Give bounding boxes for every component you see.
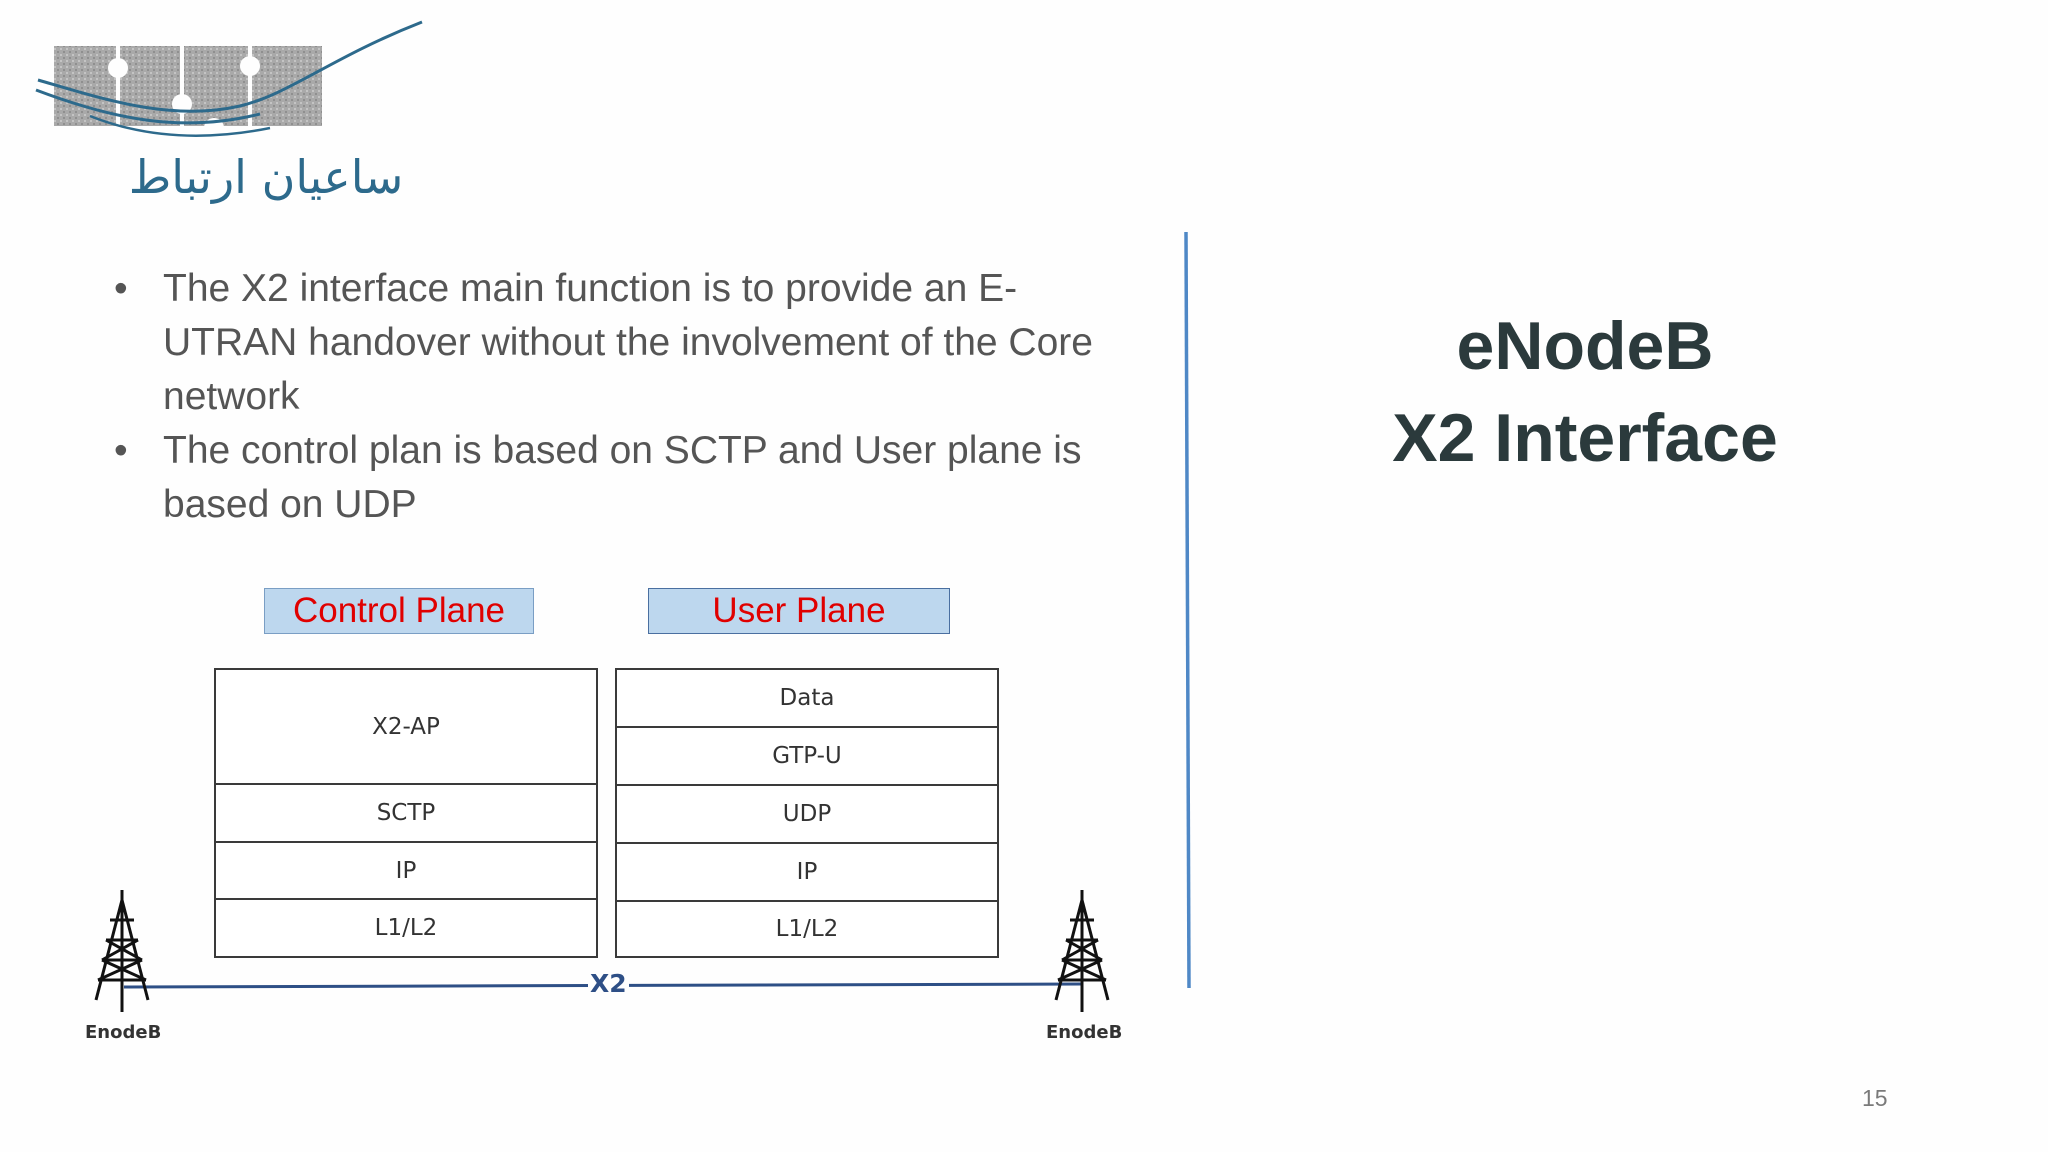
stack-layer-gtpu: GTP-U	[617, 728, 997, 786]
stack-layer-l1l2: L1/L2	[374, 915, 438, 942]
bullet-text: The X2 interface main function is to provide an E-UTRAN handover without the involvement of the Core network	[163, 267, 1093, 418]
control-plane-label: Control Plane	[264, 588, 534, 634]
bullet-text: The control plan is based on SCTP and User plane is based on UDP	[163, 429, 1082, 526]
cell-tower-icon	[96, 890, 148, 1012]
bullet-item: • The X2 interface main function is to provide an E-UTRAN handover without the involvement of the Core network	[114, 267, 1093, 418]
x2-link-label: X2	[590, 969, 627, 998]
stack-layer-l1l2: L1/L2	[775, 916, 839, 942]
cell-tower-icon	[1056, 890, 1108, 1012]
title-line-1: eNodeB	[1456, 308, 1714, 384]
stack-layer-data: Data	[617, 670, 997, 728]
stack-layer-udp: UDP	[617, 786, 997, 844]
stack-layer-x2ap: X2-AP	[216, 670, 596, 785]
stack-layer-sctp: SCTP	[216, 785, 596, 843]
slide-title	[1300, 300, 1870, 484]
user-plane-label: User Plane	[648, 588, 950, 634]
logo-text: ساعیان ارتباط	[128, 150, 404, 204]
left-enodeb-label: EnodeB	[85, 1022, 162, 1043]
bullet-item: • The control plan is based on SCTP and User plane is based on UDP	[114, 429, 1082, 526]
page-number: 15	[1862, 1085, 1888, 1111]
stack-layer-ip: IP	[617, 844, 997, 902]
title-line-2: X2 Interface	[1392, 400, 1778, 476]
slide-divider	[1186, 232, 1189, 988]
stack-layer-ip: IP	[216, 843, 596, 901]
right-enodeb-label: EnodeB	[1046, 1022, 1123, 1043]
